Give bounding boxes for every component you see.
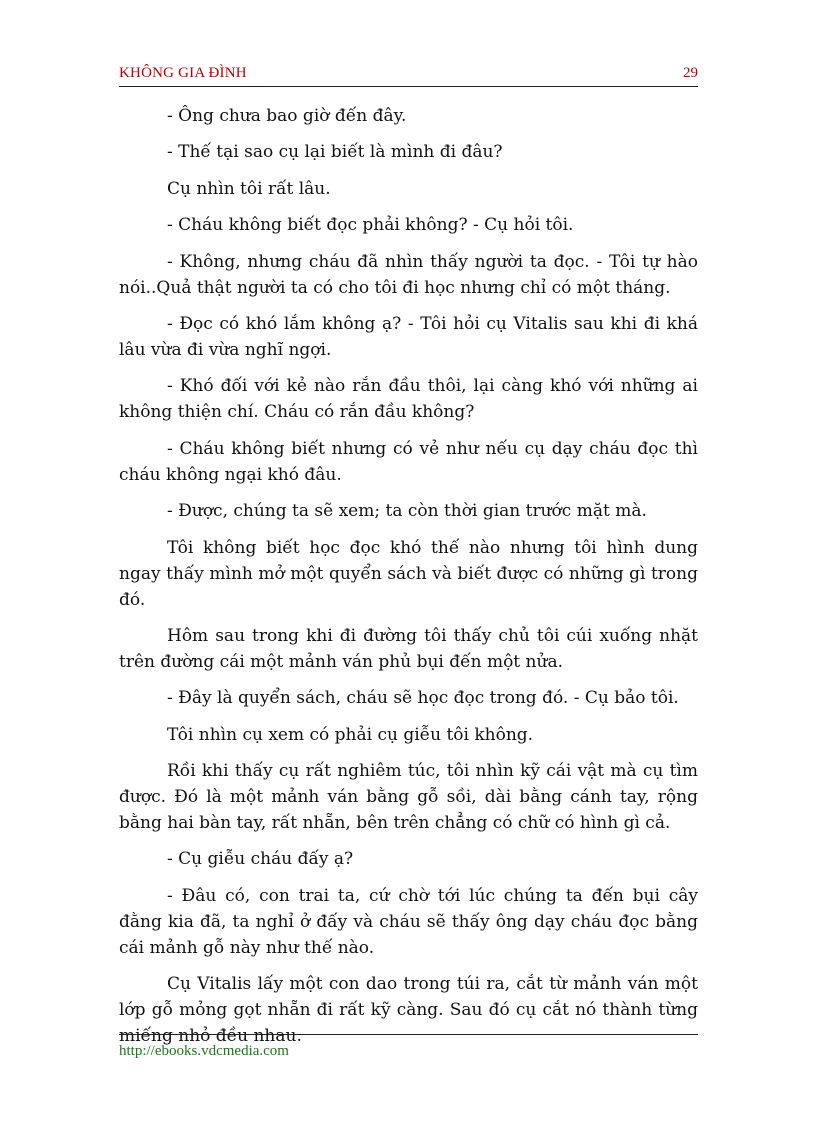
paragraph: Cụ Vitalis lấy một con dao trong túi ra, cắt từ mảnh ván một lớp gỗ mỏng gọt nhẵn đi rất kỹ càng. Sau đó cụ cắt nó thành từng miếng nhỏ đều nhau. [119,974,698,1047]
paragraph: - Cụ giễu cháu đấy ạ? [167,849,354,870]
paragraph: - Được, chúng ta sẽ xem; ta còn thời gian trước mặt mà. [167,501,647,522]
paragraph: - Đâu có, con trai ta, cứ chờ tới lúc chúng ta đến bụi cây đằng kia đã, ta nghỉ ở đấy và cháu sẽ thấy ông dạy cháu đọc bằng cái mảnh gỗ này như thế nào. [119,885,698,958]
paragraph: - Thế tại sao cụ lại biết là mình đi đâu? [167,142,503,163]
footer-url-link[interactable]: http://ebooks.vdcmedia.com [119,1043,289,1059]
page-number: 29 [683,65,698,81]
paragraph: Tôi không biết học đọc khó thế nào nhưng tôi hình dung ngay thấy mình mở một quyển sách và biết được có những gì trong đó. [119,537,698,610]
paragraph: - Cháu không biết nhưng có vẻ như nếu cụ dạy cháu đọc thì cháu không ngại khó đâu. [119,438,698,485]
paragraph: - Ông chưa bao giờ đến đây. [167,106,407,126]
paragraph: Rồi khi thấy cụ rất nghiêm túc, tôi nhìn kỹ cái vật mà cụ tìm được. Đó là một mảnh ván bằng gỗ sồi, dài bằng cánh tay, rộng bằng hai bàn tay, rất nhẵn, bên trên chẳng có chữ có hình gì cả. [119,761,698,834]
book-title: KHÔNG GIA ĐÌNH [119,65,247,81]
paragraph: - Đọc có khó lắm không ạ? - Tôi hỏi cụ Vitalis sau khi đi khá lâu vừa đi vừa nghĩ ngợi. [119,313,698,360]
paragraph: Hôm sau trong khi đi đường tôi thấy chủ tôi cúi xuống nhặt trên đường cái một mảnh ván phủ bụi đến một nửa. [119,625,698,672]
footer-divider [119,1034,698,1035]
paragraph: Cụ nhìn tôi rất lâu. [167,178,331,199]
paragraph: - Không, nhưng cháu đã nhìn thấy người ta đọc. - Tôi tự hào nói..Quả thật người ta có cho tôi đi học nhưng chỉ có một tháng. [119,251,698,298]
paragraph: - Khó đối với kẻ nào rắn đầu thôi, lại càng khó với những ai không thiện chí. Cháu có rắn đầu không? [119,376,698,423]
page-body [119,103,698,1060]
paragraph: Tôi nhìn cụ xem có phải cụ giễu tôi không. [167,724,534,745]
paragraph: - Cháu không biết đọc phải không? - Cụ hỏi tôi. [167,215,574,236]
page-header [119,62,698,87]
paragraph: - Đây là quyển sách, cháu sẽ học đọc trong đó. - Cụ bảo tôi. [167,688,679,709]
